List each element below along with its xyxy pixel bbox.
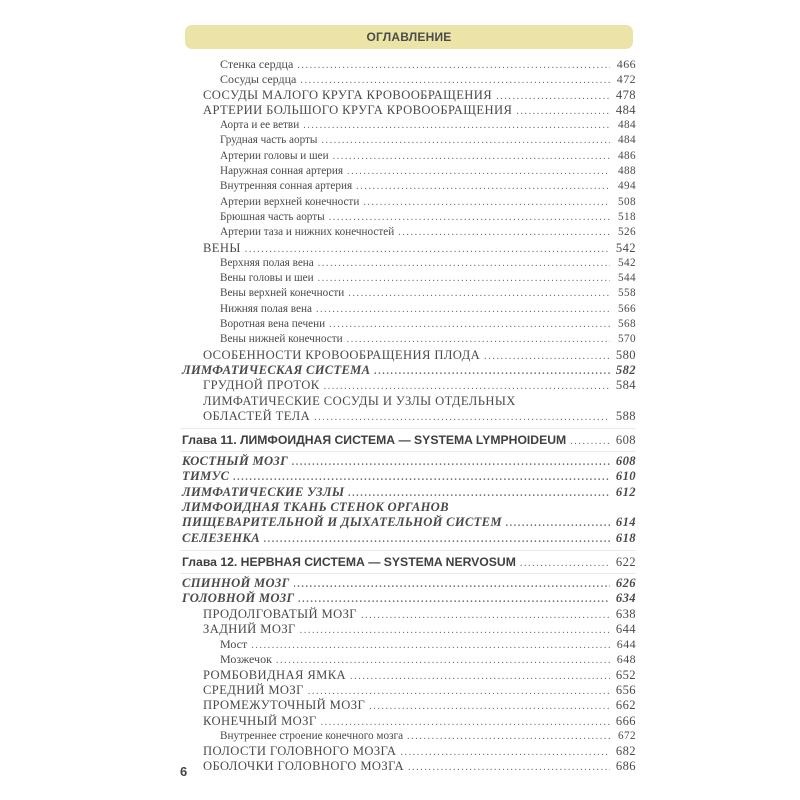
toc-entry-label: СОСУДЫ МАЛОГО КРУГА КРОВООБРАЩЕНИЯ [203,87,493,102]
toc-entry-label-line1: ЛИМФОИДНАЯ ТКАНЬ СТЕНОК ОРГАНОВ [182,500,449,515]
toc-page-number: 656 [615,682,636,697]
toc-entry-label: ОБОЛОЧКИ ГОЛОВНОГО МОЗГА [203,759,404,774]
toc-entry[interactable] [180,103,636,118]
leader-dots [300,73,610,88]
page-number: 6 [180,764,188,779]
toc-entry[interactable] [180,607,636,622]
toc-entry-label: Наружная сонная артерия [220,165,343,178]
toc-entry-label: Мост [220,637,248,652]
toc-page-number: 484 [618,134,636,147]
leader-dots [298,592,610,607]
toc-entry-multiline[interactable] [180,500,636,515]
toc-entry-label-line1: ЛИМФАТИЧЕСКИЕ СОСУДЫ И УЗЛЫ ОТДЕЛЬНЫХ [203,393,516,408]
toc-page-number: 558 [618,287,636,300]
toc-page-number: 662 [615,698,636,713]
toc-entry-label: Вены нижней конечности [220,333,343,346]
leader-dots [316,302,610,317]
toc-entry[interactable] [180,576,636,591]
toc-entry[interactable] [180,363,636,378]
toc-entry[interactable] [180,195,636,210]
toc-page-number: 568 [618,318,636,331]
toc-entry[interactable] [180,302,636,317]
toc-entry-label: Верхняя полая вена [220,256,314,269]
toc-entry[interactable] [180,729,636,744]
toc-page-number: 526 [618,226,636,239]
toc-entry[interactable] [180,485,636,500]
leader-dots [318,271,610,286]
toc-entry-label: КОСТНЫЙ МОЗГ [182,454,288,469]
leader-dots [398,225,610,240]
toc-entry[interactable] [180,378,636,393]
leader-dots [347,164,610,179]
leader-dots [294,577,610,592]
toc-page-number: 472 [616,72,636,87]
toc-page-number: 686 [615,759,636,774]
toc-entry[interactable] [180,652,636,667]
leader-dots [329,317,610,332]
toc-page-number: 608 [615,433,636,448]
toc-entry-label: АРТЕРИИ БОЛЬШОГО КРУГА КРОВООБРАЩЕНИЯ [203,102,513,117]
leader-dots [350,669,610,684]
toc-entry[interactable] [180,637,636,652]
leader-dots [520,553,610,575]
toc-entry-label: Нижняя полая вена [220,302,312,315]
leader-dots [361,608,610,623]
toc-page-number: 488 [618,165,636,178]
toc-page-number: 622 [615,554,636,569]
leader-dots [321,715,610,730]
leader-dots [292,455,610,470]
toc-entry-label: ПРОМЕЖУТОЧНЫЙ МОЗГ [203,698,366,713]
leader-dots [303,118,610,133]
leader-dots [333,149,610,164]
chapter-title: Глава 12. НЕРВНАЯ СИСТЕМА — SYSTEMA NERVOSUM [182,554,516,569]
toc-page-number: 542 [615,240,636,255]
leader-dots [400,745,610,760]
toc-entry[interactable] [180,454,636,469]
leader-dots [251,638,610,653]
toc-entry[interactable] [180,256,636,271]
toc-page-number: 508 [618,195,636,208]
toc-entry-label: КОНЕЧНЫЙ МОЗГ [203,713,317,728]
toc-entry-label: СЕЛЕЗЕНКА [182,530,260,545]
toc-entry[interactable] [180,57,636,72]
toc-entry[interactable] [180,88,636,103]
toc-entry-label: Брюшная часть аорты [220,210,325,223]
leader-dots [348,486,610,501]
toc-entry-label: Стенка сердца [220,57,294,71]
toc-page-number: 682 [615,744,636,759]
contents-header-bar [185,25,633,49]
toc-page-number: 478 [615,87,636,102]
table-of-contents [180,57,636,775]
leader-dots [314,410,610,425]
toc-page-number: 612 [615,484,636,499]
toc-page-number: 588 [615,408,636,423]
toc-entry[interactable] [180,531,636,546]
toc-page-number: 484 [618,119,636,132]
leader-dots [245,242,610,257]
toc-entry-label: ПОЛОСТИ ГОЛОВНОГО МОЗГА [203,744,397,759]
leader-dots [276,653,610,668]
toc-entry[interactable] [180,683,636,698]
toc-page-number: 566 [618,302,636,315]
leader-dots [570,431,610,453]
toc-entry[interactable] [180,668,636,683]
leader-dots [506,516,610,531]
toc-entry-label: РОМБОВИДНАЯ ЯМКА [203,667,347,682]
toc-entry-label: Вены верхней конечности [220,287,345,300]
leader-dots [363,195,610,210]
toc-entry-label: ГОЛОВНОЙ МОЗГ [182,591,295,606]
chapter-heading-12[interactable] [180,550,636,574]
toc-page-number: 644 [616,637,636,652]
toc-entry-label: Артерии таза и нижних конечностей [220,226,395,239]
toc-entry-label: Внутреннее строение конечного мозга [220,729,404,742]
toc-entry-label: ПРОДОЛГОВАТЫЙ МОЗГ [203,606,357,621]
leader-dots [297,58,610,73]
toc-entry-label: Аорта и ее ветви [220,119,300,132]
leader-dots [264,532,610,547]
toc-entry-label: Артерии верхней конечности [220,195,360,208]
toc-entry-label: ЗАДНИЙ МОЗГ [203,621,296,636]
toc-block-lymphoid [180,454,636,500]
leader-dots [318,256,610,271]
toc-page-number: 666 [615,713,636,728]
toc-page-number: 544 [618,272,636,285]
leader-dots [496,89,610,104]
toc-entry-label: ВЕНЫ [203,240,241,255]
toc-page-number: 610 [615,469,636,484]
toc-entry[interactable] [180,622,636,637]
toc-page-number: 638 [615,606,636,621]
toc-entry-label: Мозжечок [220,652,272,667]
toc-entry-label: Внутренняя сонная артерия [220,180,353,193]
toc-entry[interactable] [180,759,636,774]
toc-entry[interactable] [180,469,636,484]
toc-page-number: 584 [615,378,636,393]
toc-page-number: 648 [616,652,636,667]
toc-entry[interactable] [180,348,636,363]
toc-entry-label: ГРУДНОЙ ПРОТОК [203,378,320,393]
leader-dots [324,379,610,394]
toc-entry[interactable] [180,332,636,347]
toc-entry[interactable] [180,241,636,256]
leader-dots [321,133,610,148]
toc-page-number: 518 [618,210,636,223]
toc-entry[interactable] [180,317,636,332]
toc-page-number: 618 [615,530,636,545]
toc-page-number: 486 [618,149,636,162]
leader-dots [308,684,610,699]
toc-entry[interactable] [180,591,636,606]
toc-entry-label: ОСОБЕННОСТИ КРОВООБРАЩЕНИЯ ПЛОДА [203,347,481,362]
toc-page-number: 626 [615,575,636,590]
contents-title: ОГЛАВЛЕНИЕ [366,30,452,44]
leader-dots [369,699,610,714]
toc-entry[interactable] [180,698,636,713]
toc-entry[interactable] [180,286,636,301]
toc-entry-label: Воротная вена печени [220,318,326,331]
toc-entry[interactable] [180,118,636,133]
leader-dots [516,104,610,119]
toc-entry[interactable] [180,133,636,148]
leader-dots [300,623,610,638]
toc-entry-label: Грудная часть аорты [220,134,318,147]
leader-dots [233,470,610,485]
leader-dots [374,364,610,379]
toc-entry[interactable] [180,210,636,225]
toc-entry-label: СПИННОЙ МОЗГ [182,575,290,590]
toc-page-number: 644 [615,621,636,636]
toc-entry[interactable] [180,72,636,87]
toc-entry[interactable] [180,714,636,729]
toc-entry[interactable] [180,149,636,164]
toc-entry-label: Сосуды сердца [220,72,297,87]
chapter-heading-11[interactable] [180,428,636,452]
toc-page-number: 634 [615,591,636,606]
toc-entry-label: ЛИМФАТИЧЕСКАЯ СИСТЕМА [182,362,371,377]
toc-page-number: 570 [618,333,636,346]
toc-page-number: 608 [615,454,636,469]
leader-dots [408,760,610,775]
leader-dots [407,729,610,744]
toc-page-number: 652 [615,667,636,682]
leader-dots [484,349,610,364]
toc-page-number: 484 [615,102,636,117]
toc-entry[interactable] [180,164,636,179]
toc-entry-label: Вены головы и шеи [220,272,314,285]
toc-page-number: 494 [618,180,636,193]
leader-dots [356,179,610,194]
toc-page-number: 582 [615,362,636,377]
toc-block-nervous [180,576,636,775]
toc-page-number: 466 [616,57,636,71]
toc-block-circulation [180,57,636,394]
leader-dots [329,210,610,225]
toc-entry-label: ЛИМФАТИЧЕСКИЕ УЗЛЫ [182,484,345,499]
leader-dots [348,286,610,301]
toc-entry[interactable] [180,515,636,530]
chapter-title: Глава 11. ЛИМФОИДНАЯ СИСТЕМА — SYSTEMA LYMPHOIDEUM [182,433,567,448]
toc-entry-label: ТИМУС [182,469,230,484]
toc-page-number: 672 [618,729,636,742]
toc-page-number: 614 [615,515,636,530]
toc-entry[interactable] [180,271,636,286]
toc-entry-label-line2: ПИЩЕВАРИТЕЛЬНОЙ И ДЫХАТЕЛЬНОЙ СИСТЕМ [182,515,502,530]
toc-entry-multiline[interactable] [180,394,636,409]
toc-entry[interactable] [180,179,636,194]
toc-page-number: 580 [615,347,636,362]
toc-entry-label: СРЕДНИЙ МОЗГ [203,682,304,697]
toc-entry[interactable] [180,744,636,759]
toc-entry[interactable] [180,225,636,240]
toc-entry[interactable] [180,409,636,424]
toc-entry-label-line2: ОБЛАСТЕЙ ТЕЛА [203,408,311,423]
toc-entry-label: Артерии головы и шеи [220,149,329,162]
toc-page-number: 542 [618,256,636,269]
leader-dots [347,332,610,347]
